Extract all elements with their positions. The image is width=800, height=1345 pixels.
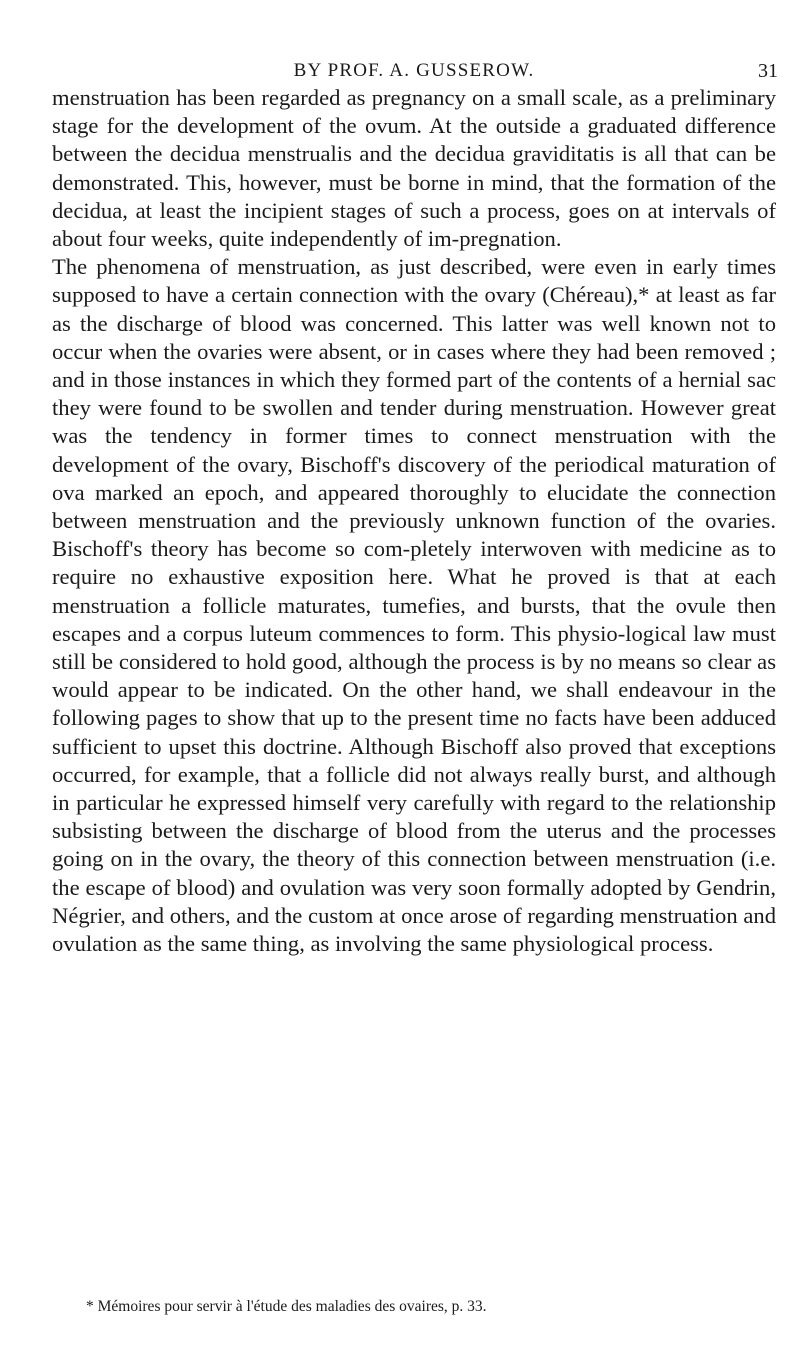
- running-title: BY PROF. A. GUSSEROW.: [293, 60, 535, 81]
- page-number: 31: [758, 60, 778, 82]
- paragraph-menstruation-ovary: The phenomena of menstruation, as just described, were even in early times supposed to have a certain connection with the ovary (Chéreau),* at least as far as the discharge of blood was concerned. This latter was well known not to occur when the ovaries were absent, or in cases where they had been removed ; and in those instances in which they formed part of the contents of a hernial sac they were found to be swollen and tender during menstruation. However great was the tendency in former times to connect menstruation with the development of the ovary, Bischoff's discovery of the periodical maturation of ova marked an epoch, and appeared thoroughly to elucidate the connection between menstruation and the previously unknown function of the ovaries. Bischoff's theory has become so com-pletely interwoven with medicine as to require no exhaustive exposition here. What he proved is that at each menstruation a follicle maturates, tumefies, and bursts, that the ovule then escapes and a corpus luteum commences to form. This physio-logical law must still be considered to hold good, although the process is by no means so clear as would appear to be indicated. On the other hand, we shall endeavour in the following pages to show that up to the present time no facts have been adduced sufficient to upset this doctrine. Although Bischoff also proved that exceptions occurred, for example, that a follicle did not always really burst, and although in particular he expressed himself very carefully with regard to the relationship subsisting between the discharge of blood from the uterus and the processes going on in the ovary, the theory of this connection between menstruation (i.e. the escape of blood) and ovulation was very soon formally adopted by Gendrin, Négrier, and others, and the custom at once arose of regarding menstruation and ovulation as the same thing, as involving the same physiological process.: [52, 254, 776, 957]
- body-text: [52, 84, 776, 958]
- paragraph-continued: menstruation has been regarded as pregnancy on a small scale, as a preliminary stage for the development of the ovum. At the outside a graduated difference between the decidua menstrualis and the decidua graviditatis is all that can be demonstrated. This, however, must be borne in mind, that the formation of the decidua, at least the incipient stages of such a process, goes on at intervals of about four weeks, quite independently of im-pregnation.: [52, 85, 776, 252]
- footnote: * Mémoires pour servir à l'étude des maladies des ovaires, p. 33.: [86, 1298, 487, 1315]
